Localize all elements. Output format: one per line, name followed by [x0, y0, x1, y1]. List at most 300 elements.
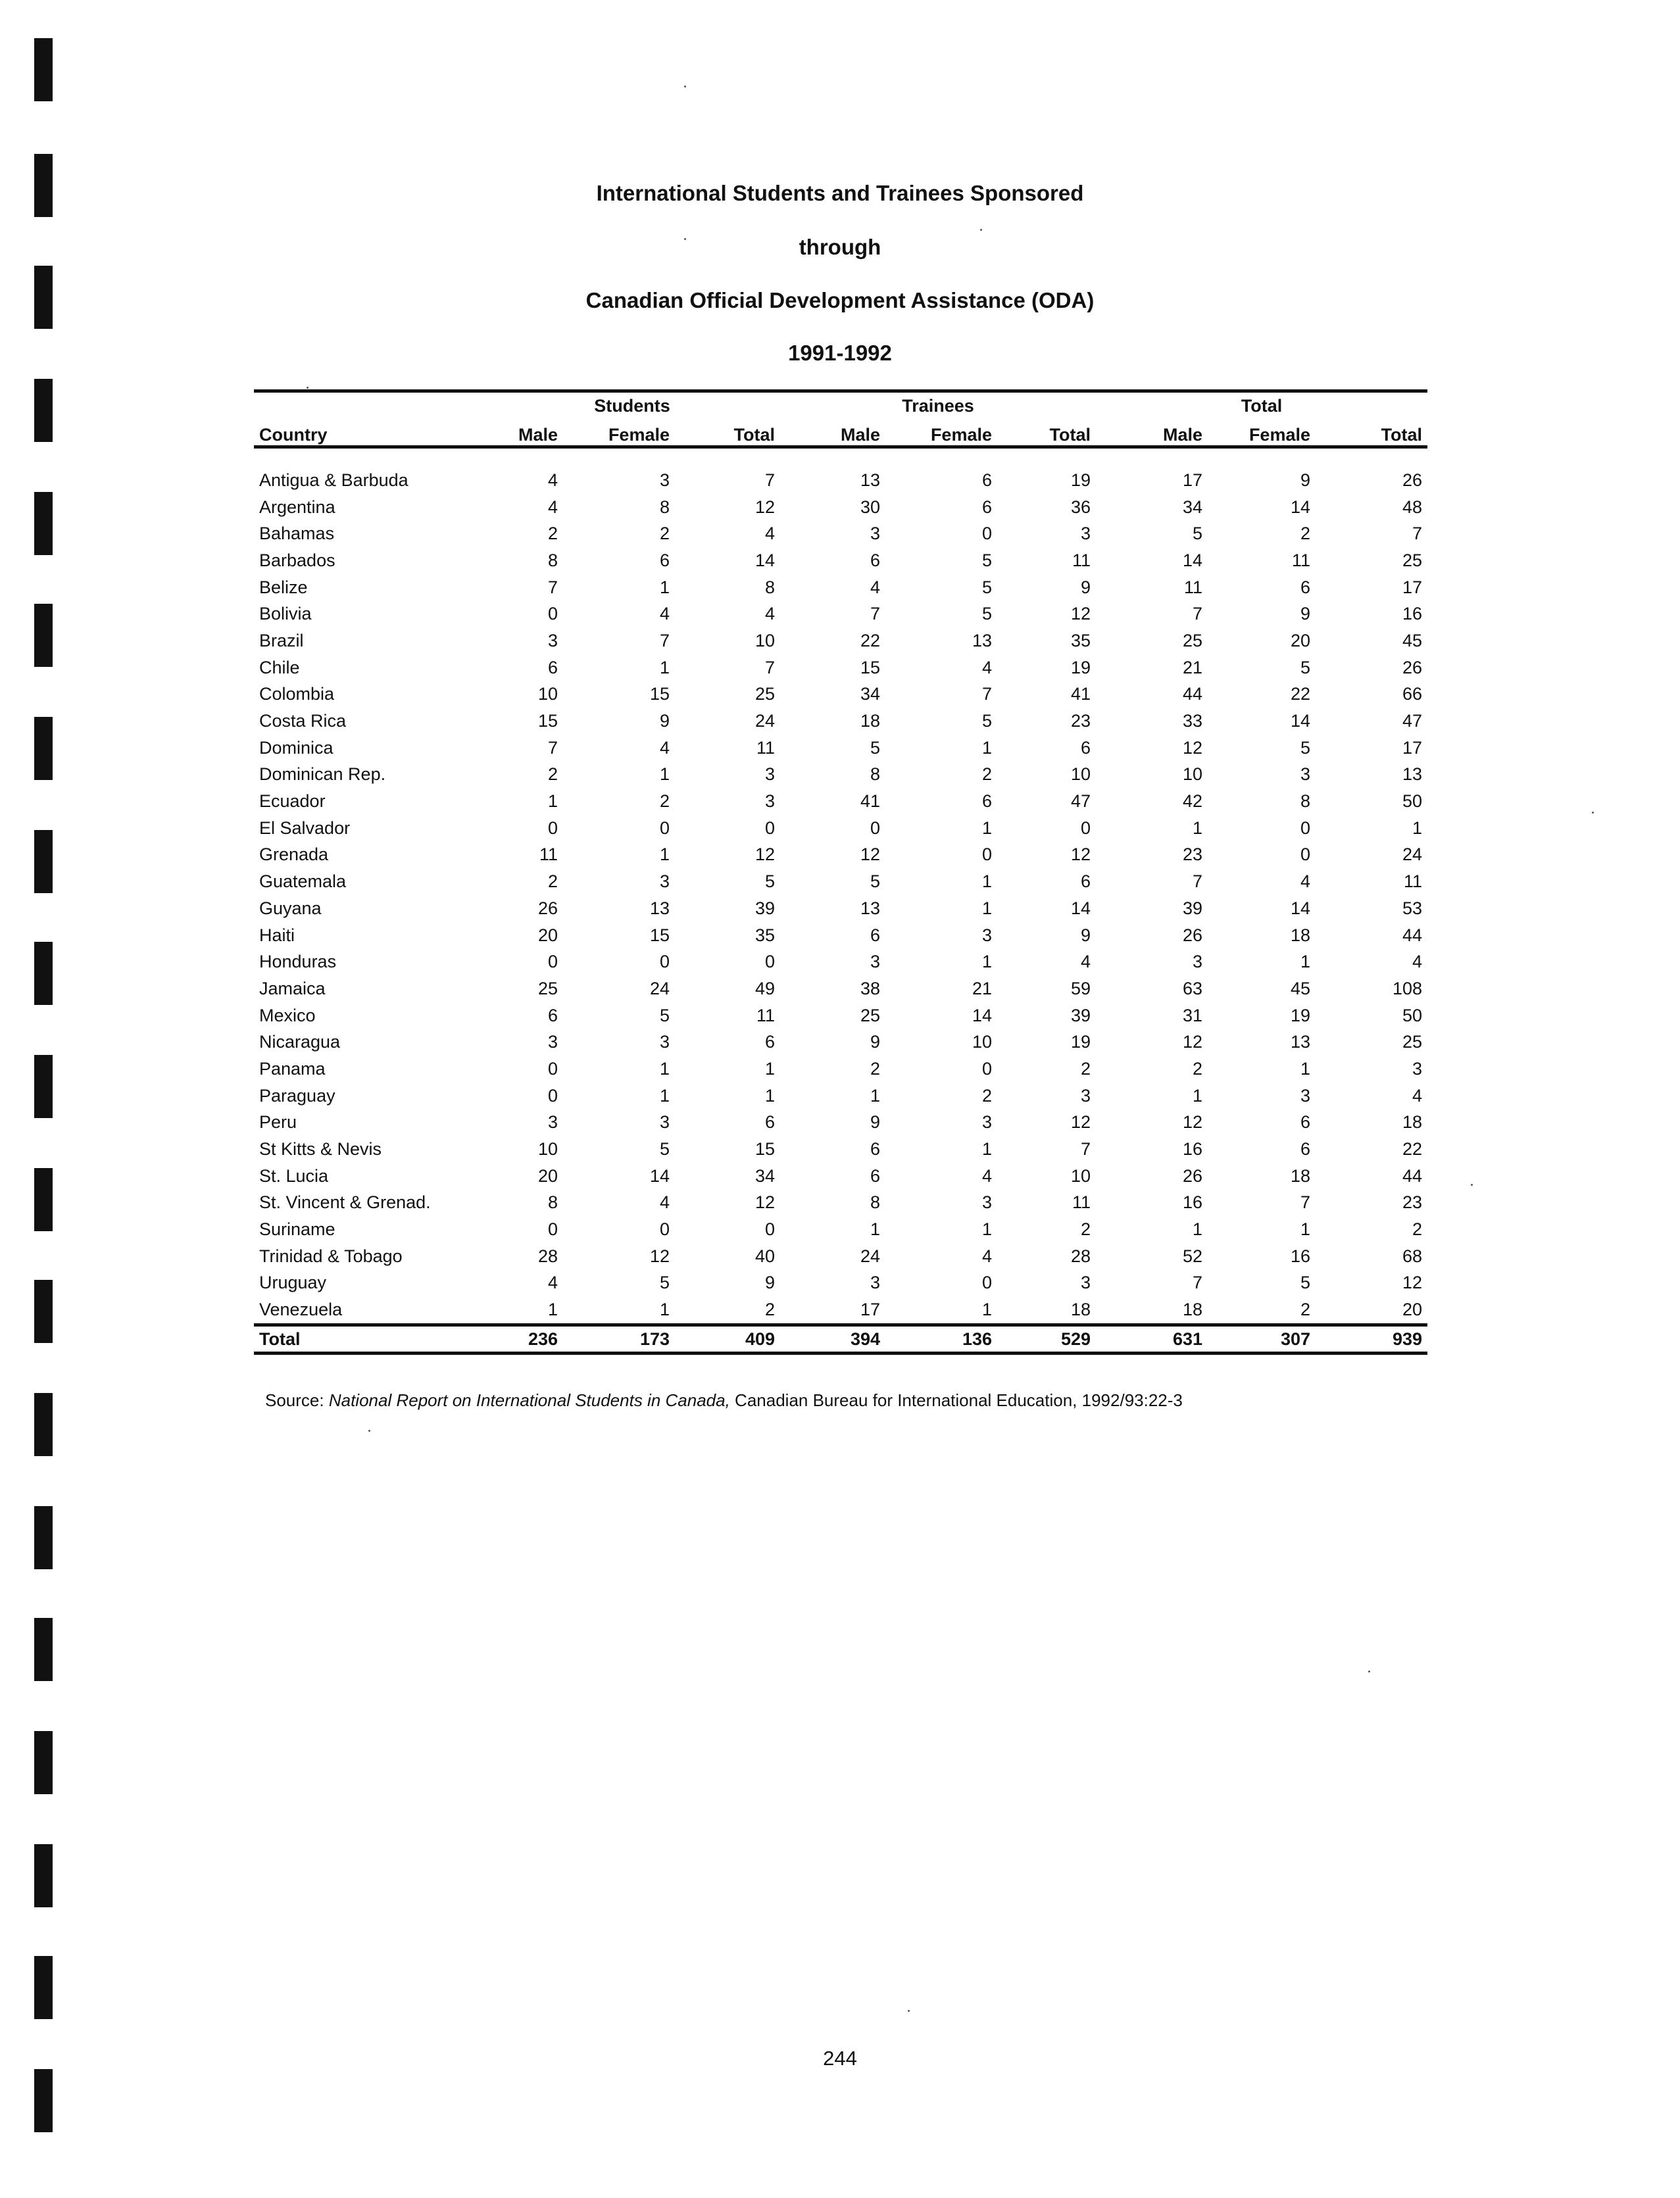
value-cell: 14 — [1290, 497, 1310, 517]
value-cell: 4 — [981, 657, 992, 677]
value-cell: 50 — [1402, 791, 1422, 812]
value-cell: 0 — [659, 1219, 670, 1240]
value-cell: 14 — [1070, 898, 1091, 918]
value-cell: 4 — [547, 1273, 558, 1293]
value-cell: 1 — [981, 737, 992, 758]
table-row — [254, 868, 1427, 895]
value-cell: 49 — [754, 978, 775, 998]
value-cell: 16 — [1290, 1246, 1310, 1266]
value-cell: 16 — [1182, 1192, 1202, 1213]
value-cell: 14 — [754, 550, 775, 570]
value-cell: 23 — [1182, 844, 1202, 865]
value-cell: 1 — [659, 1085, 670, 1106]
value-cell: 21 — [972, 978, 992, 998]
country-cell: Bahamas — [259, 524, 335, 544]
value-cell: 17 — [1182, 470, 1202, 490]
value-cell: 4 — [1300, 871, 1310, 892]
scan-speck — [1471, 1184, 1473, 1186]
value-cell: 2 — [659, 524, 670, 544]
table-row — [254, 1056, 1427, 1083]
value-cell: 68 — [1402, 1246, 1422, 1266]
value-cell: 3 — [659, 470, 670, 490]
value-cell: 25 — [537, 978, 558, 998]
value-cell: 5 — [981, 550, 992, 570]
total-cell: 136 — [962, 1329, 992, 1349]
value-cell: 18 — [1290, 1165, 1310, 1186]
table-row — [254, 627, 1427, 654]
value-cell: 9 — [659, 711, 670, 731]
binding-mark — [34, 1168, 53, 1231]
value-cell: 0 — [981, 1058, 992, 1079]
value-cell: 10 — [1070, 764, 1091, 785]
country-cell: Dominica — [259, 737, 334, 758]
value-cell: 0 — [1080, 818, 1091, 838]
value-cell: 0 — [547, 1058, 558, 1079]
group-header-trainees: Trainees — [902, 396, 974, 416]
value-cell: 10 — [1182, 764, 1202, 785]
country-cell: Suriname — [259, 1219, 335, 1240]
table-row — [254, 1029, 1427, 1056]
value-cell: 3 — [870, 524, 880, 544]
value-cell: 63 — [1182, 978, 1202, 998]
value-cell: 39 — [1182, 898, 1202, 918]
country-cell: Dominican Rep. — [259, 764, 386, 785]
value-cell: 12 — [649, 1246, 670, 1266]
value-cell: 7 — [1192, 1273, 1202, 1293]
column-header: Female — [930, 425, 992, 445]
country-cell: St Kitts & Nevis — [259, 1139, 382, 1160]
value-cell: 1 — [659, 764, 670, 785]
value-cell: 7 — [1192, 871, 1202, 892]
group-header-students: Students — [594, 396, 670, 416]
value-cell: 7 — [870, 604, 880, 624]
table-row — [254, 467, 1427, 494]
binding-mark — [34, 1280, 53, 1343]
value-cell: 45 — [1290, 978, 1310, 998]
value-cell: 14 — [1290, 898, 1310, 918]
value-cell: 3 — [659, 871, 670, 892]
country-cell: Peru — [259, 1112, 297, 1133]
value-cell: 12 — [1182, 1032, 1202, 1052]
value-cell: 4 — [659, 737, 670, 758]
value-cell: 18 — [1182, 1300, 1202, 1320]
table-row — [254, 574, 1427, 601]
table-row — [254, 494, 1427, 521]
value-cell: 10 — [1070, 1165, 1091, 1186]
value-cell: 9 — [764, 1273, 775, 1293]
value-cell: 5 — [1300, 737, 1310, 758]
value-cell: 17 — [1402, 737, 1422, 758]
value-cell: 5 — [659, 1139, 670, 1160]
value-cell: 16 — [1182, 1139, 1202, 1160]
source-publication: National Report on International Students in Canada, — [328, 1390, 730, 1410]
table-row — [254, 681, 1427, 708]
source-note — [265, 1390, 1183, 1411]
value-cell: 5 — [1300, 1273, 1310, 1293]
binding-mark — [34, 1731, 53, 1794]
value-cell: 11 — [539, 844, 558, 865]
value-cell: 33 — [1182, 711, 1202, 731]
binding-mark — [34, 1618, 53, 1681]
total-cell: 236 — [528, 1329, 558, 1349]
value-cell: 0 — [547, 818, 558, 838]
title-line-2: through — [799, 235, 881, 259]
table-row — [254, 735, 1427, 762]
value-cell: 12 — [754, 1192, 775, 1213]
value-cell: 6 — [870, 1165, 880, 1186]
value-cell: 2 — [1300, 1300, 1310, 1320]
value-cell: 16 — [1402, 604, 1422, 624]
value-cell: 1 — [981, 871, 992, 892]
country-cell: Guatemala — [259, 871, 347, 892]
value-cell: 7 — [659, 630, 670, 650]
value-cell: 44 — [1182, 684, 1202, 704]
table-row — [254, 1296, 1427, 1325]
value-cell: 25 — [1402, 550, 1422, 570]
value-cell: 0 — [764, 1219, 775, 1240]
value-cell: 13 — [972, 630, 992, 650]
country-cell: Costa Rica — [259, 711, 347, 731]
value-cell: 2 — [1080, 1219, 1091, 1240]
country-cell: Chile — [259, 657, 300, 677]
value-cell: 1 — [659, 1058, 670, 1079]
value-cell: 2 — [981, 764, 992, 785]
value-cell: 6 — [870, 1139, 880, 1160]
country-cell: Haiti — [259, 925, 295, 945]
value-cell: 39 — [754, 898, 775, 918]
value-cell: 5 — [1192, 524, 1202, 544]
value-cell: 7 — [1412, 524, 1422, 544]
value-cell: 1 — [1192, 1219, 1202, 1240]
value-cell: 108 — [1392, 978, 1422, 998]
value-cell: 25 — [754, 684, 775, 704]
column-header: Country — [259, 425, 328, 445]
country-cell: Nicaragua — [259, 1032, 341, 1052]
value-cell: 9 — [1300, 604, 1310, 624]
value-cell: 19 — [1070, 470, 1091, 490]
value-cell: 13 — [860, 898, 880, 918]
value-cell: 4 — [1412, 1085, 1422, 1106]
total-cell: 939 — [1392, 1329, 1422, 1349]
value-cell: 1 — [981, 818, 992, 838]
table-body — [254, 447, 1427, 1325]
value-cell: 3 — [659, 1112, 670, 1133]
column-header: Total — [1049, 425, 1091, 445]
value-cell: 9 — [1080, 577, 1091, 597]
binding-mark — [34, 604, 53, 667]
country-cell: Mexico — [259, 1005, 316, 1025]
value-cell: 7 — [1192, 604, 1202, 624]
table-row — [254, 1190, 1427, 1217]
value-cell: 2 — [659, 791, 670, 812]
value-cell: 18 — [1290, 925, 1310, 945]
country-cell: Argentina — [259, 497, 335, 517]
value-cell: 47 — [1402, 711, 1422, 731]
value-cell: 53 — [1402, 898, 1422, 918]
value-cell: 5 — [870, 871, 880, 892]
value-cell: 22 — [1402, 1139, 1422, 1160]
value-cell: 8 — [547, 1192, 558, 1213]
scan-speck — [1592, 812, 1594, 814]
value-cell: 30 — [860, 497, 880, 517]
value-cell: 3 — [547, 1112, 558, 1133]
value-cell: 4 — [764, 604, 775, 624]
value-cell: 18 — [860, 711, 880, 731]
column-header: Male — [1162, 425, 1202, 445]
binding-mark — [34, 942, 53, 1005]
total-cell: Total — [259, 1329, 301, 1349]
table-row — [254, 547, 1427, 574]
value-cell: 6 — [1080, 737, 1091, 758]
table-row — [254, 975, 1427, 1002]
value-cell: 21 — [1182, 657, 1202, 677]
scan-speck — [1368, 1671, 1370, 1673]
value-cell: 10 — [972, 1032, 992, 1052]
value-cell: 8 — [547, 550, 558, 570]
value-cell: 1 — [1412, 818, 1422, 838]
country-cell: St. Vincent & Grenad. — [259, 1192, 431, 1213]
country-cell: Brazil — [259, 630, 304, 650]
value-cell: 35 — [1070, 630, 1091, 650]
value-cell: 6 — [547, 657, 558, 677]
scan-speck — [307, 387, 309, 389]
value-cell: 41 — [1070, 684, 1091, 704]
value-cell: 2 — [870, 1058, 880, 1079]
total-cell: 409 — [745, 1329, 775, 1349]
value-cell: 1 — [547, 1300, 558, 1320]
value-cell: 3 — [1080, 524, 1091, 544]
value-cell: 12 — [1182, 1112, 1202, 1133]
value-cell: 35 — [754, 925, 775, 945]
value-cell: 7 — [981, 684, 992, 704]
value-cell: 0 — [547, 1085, 558, 1106]
value-cell: 25 — [860, 1005, 880, 1025]
value-cell: 11 — [1072, 1192, 1091, 1213]
column-header: Total — [733, 425, 775, 445]
value-cell: 1 — [1192, 818, 1202, 838]
value-cell: 11 — [756, 737, 775, 758]
table-row — [254, 1002, 1427, 1029]
group-header-total: Total — [1241, 396, 1283, 416]
value-cell: 1 — [764, 1085, 775, 1106]
value-cell: 3 — [1080, 1085, 1091, 1106]
value-cell: 7 — [1300, 1192, 1310, 1213]
value-cell: 0 — [981, 1273, 992, 1293]
total-cell: 394 — [850, 1329, 880, 1349]
value-cell: 3 — [1412, 1058, 1422, 1079]
value-cell: 11 — [1183, 577, 1202, 597]
value-cell: 1 — [981, 1139, 992, 1160]
value-cell: 4 — [764, 524, 775, 544]
title-line-1: International Students and Trainees Sponsored — [596, 181, 1084, 205]
value-cell: 8 — [870, 1192, 880, 1213]
value-cell: 22 — [860, 630, 880, 650]
value-cell: 10 — [754, 630, 775, 650]
value-cell: 42 — [1182, 791, 1202, 812]
value-cell: 45 — [1402, 630, 1422, 650]
scan-speck — [980, 229, 982, 231]
table-row — [254, 895, 1427, 922]
column-header-row — [254, 416, 1427, 447]
value-cell: 12 — [1070, 604, 1091, 624]
value-cell: 22 — [1290, 684, 1310, 704]
value-cell: 3 — [981, 925, 992, 945]
column-header: Female — [1248, 425, 1310, 445]
value-cell: 6 — [870, 925, 880, 945]
value-cell: 5 — [870, 737, 880, 758]
value-cell: 6 — [981, 470, 992, 490]
value-cell: 5 — [764, 871, 775, 892]
value-cell: 1 — [764, 1058, 775, 1079]
value-cell: 3 — [981, 1192, 992, 1213]
value-cell: 1 — [981, 898, 992, 918]
value-cell: 6 — [764, 1032, 775, 1052]
value-cell: 8 — [764, 577, 775, 597]
total-cell: 173 — [639, 1329, 670, 1349]
value-cell: 3 — [1300, 764, 1310, 785]
value-cell: 2 — [547, 764, 558, 785]
value-cell: 3 — [547, 630, 558, 650]
value-cell: 13 — [1290, 1032, 1310, 1052]
value-cell: 1 — [659, 844, 670, 865]
value-cell: 4 — [870, 577, 880, 597]
value-cell: 10 — [537, 684, 558, 704]
column-header: Male — [518, 425, 558, 445]
binding-mark — [34, 1844, 53, 1907]
value-cell: 12 — [860, 844, 880, 865]
binding-mark — [34, 38, 53, 101]
value-cell: 2 — [1412, 1219, 1422, 1240]
binding-mark — [34, 830, 53, 893]
value-cell: 17 — [860, 1300, 880, 1320]
value-cell: 44 — [1402, 925, 1422, 945]
value-cell: 0 — [764, 818, 775, 838]
binding-mark — [34, 1506, 53, 1569]
value-cell: 14 — [1182, 550, 1202, 570]
scan-speck — [684, 85, 686, 87]
table-row — [254, 1163, 1427, 1190]
value-cell: 39 — [1070, 1005, 1091, 1025]
value-cell: 2 — [981, 1085, 992, 1106]
country-cell: St. Lucia — [259, 1165, 329, 1186]
value-cell: 9 — [870, 1032, 880, 1052]
table-row — [254, 1110, 1427, 1136]
value-cell: 20 — [537, 925, 558, 945]
value-cell: 3 — [547, 1032, 558, 1052]
value-cell: 23 — [1070, 711, 1091, 731]
value-cell: 8 — [1300, 791, 1310, 812]
title-line-4: 1991-1992 — [788, 341, 892, 365]
value-cell: 24 — [649, 978, 670, 998]
country-cell: Grenada — [259, 844, 329, 865]
value-cell: 34 — [860, 684, 880, 704]
value-cell: 12 — [1070, 844, 1091, 865]
country-cell: Venezuela — [259, 1300, 343, 1320]
country-cell: Paraguay — [259, 1085, 335, 1106]
value-cell: 24 — [754, 711, 775, 731]
value-cell: 31 — [1182, 1005, 1202, 1025]
country-cell: Bolivia — [259, 604, 312, 624]
value-cell: 20 — [537, 1165, 558, 1186]
value-cell: 47 — [1070, 791, 1091, 812]
value-cell: 13 — [860, 470, 880, 490]
value-cell: 4 — [659, 604, 670, 624]
data-table — [254, 389, 1427, 1355]
value-cell: 8 — [659, 497, 670, 517]
table-row — [254, 520, 1427, 547]
value-cell: 4 — [1412, 952, 1422, 972]
value-cell: 19 — [1290, 1005, 1310, 1025]
table-row — [254, 1216, 1427, 1243]
value-cell: 18 — [1402, 1112, 1422, 1133]
country-cell: Panama — [259, 1058, 326, 1079]
binding-mark — [34, 1956, 53, 2019]
value-cell: 3 — [1080, 1273, 1091, 1293]
value-cell: 3 — [981, 1112, 992, 1133]
total-cell: 529 — [1060, 1329, 1091, 1349]
value-cell: 1 — [659, 577, 670, 597]
value-cell: 2 — [1080, 1058, 1091, 1079]
value-cell: 28 — [537, 1246, 558, 1266]
value-cell: 10 — [537, 1139, 558, 1160]
value-cell: 7 — [764, 470, 775, 490]
value-cell: 1 — [1300, 1219, 1310, 1240]
value-cell: 11 — [1072, 550, 1091, 570]
page-number: 244 — [823, 2047, 857, 2070]
country-cell: Colombia — [259, 684, 335, 704]
value-cell: 3 — [764, 764, 775, 785]
value-cell: 3 — [1300, 1085, 1310, 1106]
value-cell: 2 — [1192, 1058, 1202, 1079]
value-cell: 15 — [537, 711, 558, 731]
value-cell: 34 — [1182, 497, 1202, 517]
title-line-3: Canadian Official Development Assistance (ODA) — [585, 288, 1095, 312]
value-cell: 26 — [1182, 925, 1202, 945]
value-cell: 13 — [649, 898, 670, 918]
value-cell: 1 — [981, 1300, 992, 1320]
value-cell: 3 — [1192, 952, 1202, 972]
value-cell: 0 — [764, 952, 775, 972]
value-cell: 0 — [547, 952, 558, 972]
value-cell: 6 — [870, 550, 880, 570]
value-cell: 2 — [764, 1300, 775, 1320]
value-cell: 0 — [547, 1219, 558, 1240]
table-row — [254, 1243, 1427, 1270]
value-cell: 1 — [547, 791, 558, 812]
value-cell: 4 — [981, 1165, 992, 1186]
value-cell: 40 — [754, 1246, 775, 1266]
value-cell: 3 — [870, 952, 880, 972]
table-row — [254, 1136, 1427, 1163]
source-label: Source: — [265, 1390, 324, 1410]
value-cell: 50 — [1402, 1005, 1422, 1025]
value-cell: 59 — [1070, 978, 1091, 998]
value-cell: 4 — [547, 470, 558, 490]
total-row — [254, 1325, 1427, 1354]
table-row — [254, 654, 1427, 681]
value-cell: 48 — [1402, 497, 1422, 517]
value-cell: 6 — [1300, 577, 1310, 597]
value-cell: 14 — [649, 1165, 670, 1186]
value-cell: 23 — [1402, 1192, 1422, 1213]
country-cell: El Salvador — [259, 818, 351, 838]
country-cell: Belize — [259, 577, 308, 597]
value-cell: 6 — [547, 1005, 558, 1025]
value-cell: 0 — [870, 818, 880, 838]
table-row — [254, 815, 1427, 842]
value-cell: 7 — [547, 737, 558, 758]
value-cell: 8 — [870, 764, 880, 785]
